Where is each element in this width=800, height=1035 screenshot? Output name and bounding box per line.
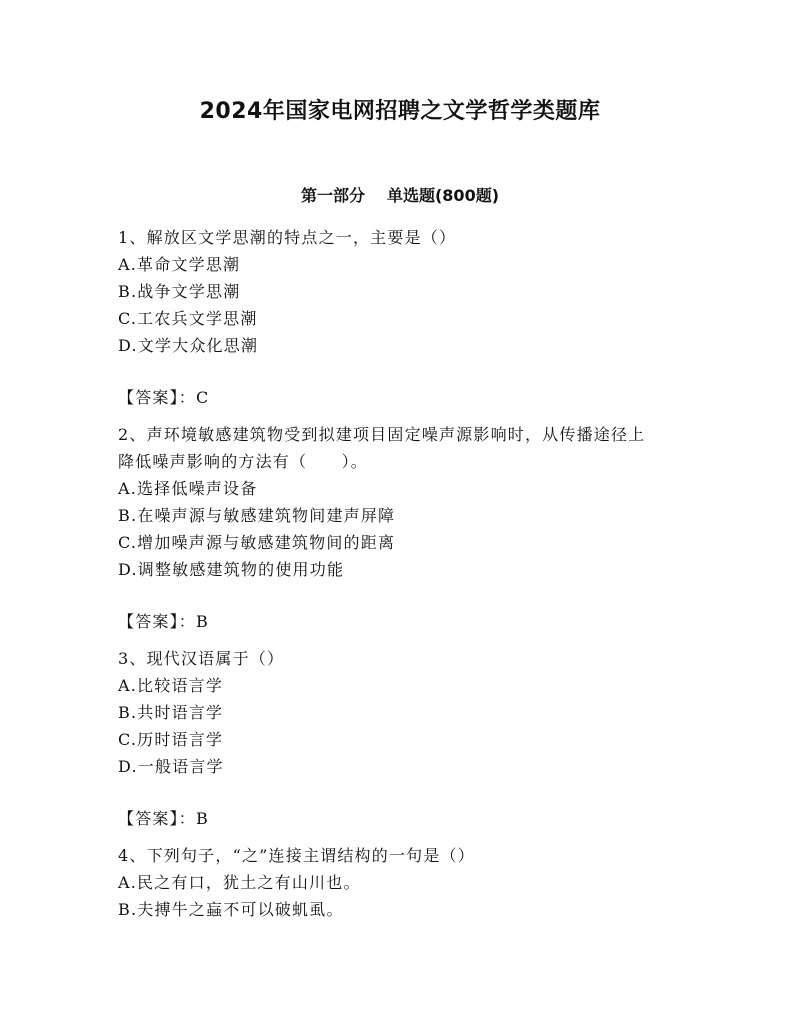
option-c: C.历时语言学	[118, 730, 224, 749]
option-b: B.共时语言学	[118, 703, 224, 722]
option-c: C.工农兵文学思潮	[118, 309, 258, 328]
option-a: A.民之有口，犹土之有山川也。	[118, 873, 361, 892]
question-1	[118, 224, 688, 411]
option-c: C.增加噪声源与敏感建筑物间的距离	[118, 533, 396, 552]
question-3	[118, 645, 688, 832]
question-stem-continued: 降低噪声影响的方法有（ ）。	[118, 452, 369, 471]
answer-line: 【答案】：C	[118, 388, 210, 407]
answer-line: 【答案】：B	[118, 809, 209, 828]
option-d: D.一般语言学	[118, 757, 224, 776]
option-d: D.调整敏感建筑物的使用功能	[118, 560, 345, 579]
page-title: 2024年国家电网招聘之文学哲学类题库	[199, 99, 601, 124]
answer-line: 【答案】：B	[118, 612, 209, 631]
option-b: B.在噪声源与敏感建筑物间建声屏障	[118, 506, 396, 525]
section-part-label: 第一部分	[300, 186, 365, 205]
option-a: A.选择低噪声设备	[118, 479, 258, 498]
option-a: A.革命文学思潮	[118, 255, 241, 274]
question-stem: 3、现代汉语属于（）	[118, 649, 285, 668]
question-stem: 4、下列句子，“之”连接主谓结构的一句是（）	[118, 846, 475, 865]
option-b: B.战争文学思潮	[118, 282, 241, 301]
question-2	[118, 421, 688, 635]
option-a: A.比较语言学	[118, 676, 224, 695]
option-b: B.夫搏牛之蝱不可以破虮虱。	[118, 900, 344, 919]
section-heading	[0, 183, 800, 206]
option-d: D.文学大众化思潮	[118, 336, 259, 355]
question-stem: 1、解放区文学思潮的特点之一，主要是（）	[118, 228, 457, 247]
question-list	[118, 224, 688, 923]
question-stem: 2、声环境敏感建筑物受到拟建项目固定噪声源影响时，从传播途径上	[118, 425, 646, 444]
section-type-label: 单选题(800题)	[386, 186, 500, 205]
question-4	[118, 842, 688, 923]
